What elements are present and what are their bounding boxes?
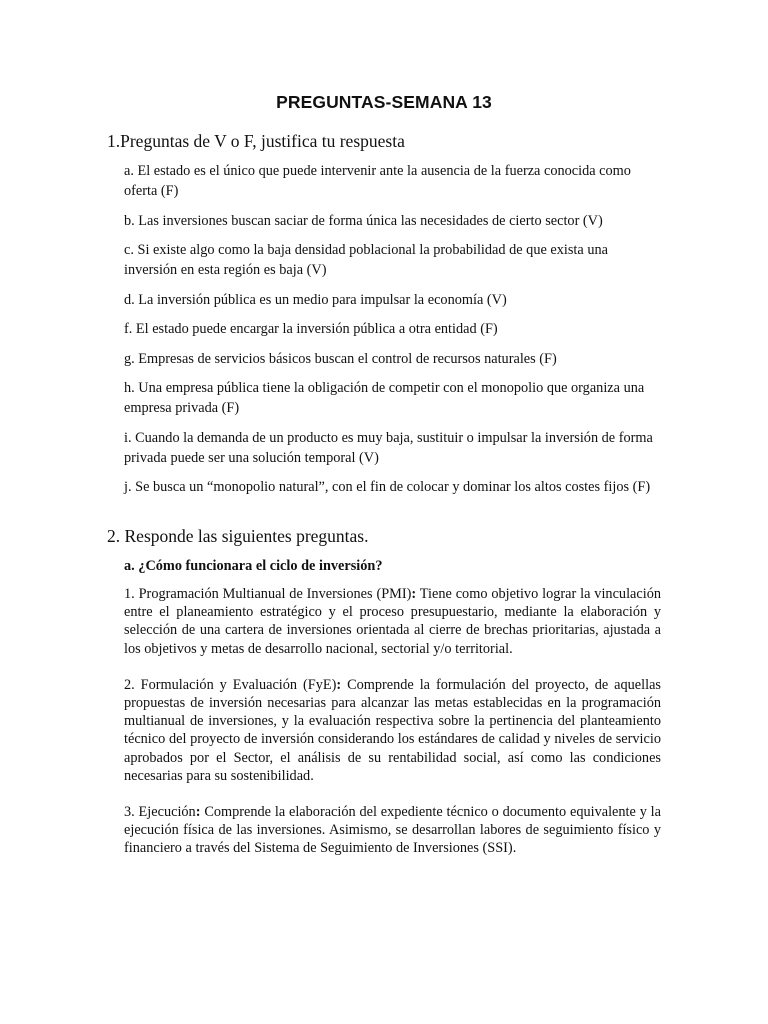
list-item: i. Cuando la demanda de un producto es muy baja, sustituir o impulsar la inversión de forma privada puede ser una solución temporal (V) — [124, 429, 653, 466]
list-item: b. Las inversiones buscan saciar de forma única las necesidades de cierto sector (V) — [124, 212, 603, 229]
list-item: g. Empresas de servicios básicos buscan el control de recursos naturales (F) — [124, 350, 557, 367]
answer-label: 3. Ejecución — [124, 804, 196, 821]
list-item: j. Se busca un “monopolio natural”, con el fin de colocar y dominar los altos costes fijos (F) — [124, 479, 651, 495]
answer-paragraph-ejecucion — [124, 803, 661, 858]
answer-paragraph-pmi — [124, 585, 661, 658]
section-2-heading: 2. Responde las siguientes preguntas. — [107, 526, 369, 546]
answer-colon: : — [336, 676, 342, 693]
answer-text: Comprende la elaboración del expediente técnico o documento equivalente y la ejecución física de las inversiones. Asimismo, se desarrollan labores de seguimiento físico y financiero a través del Sistema de Seguimiento de Inversiones (SSI). — [124, 804, 661, 857]
answer-paragraph-fye — [124, 676, 661, 785]
list-item: c. Si existe algo como la baja densidad poblacional la probabilidad de que exista una inversión en esta región es baja (V) — [124, 242, 608, 278]
list-item: a. El estado es el único que puede intervenir ante la ausencia de la fuerza conocida como oferta (F) — [124, 163, 631, 199]
answer-label: 1. Programación Multianual de Inversiones (PMI) — [124, 586, 412, 602]
answer-label: 2. Formulación y Evaluación (FyE) — [124, 676, 337, 693]
section-1-heading: 1.Preguntas de V o F, justifica tu respuesta — [107, 131, 405, 151]
list-item: d. La inversión pública es un medio para impulsar la economía (V) — [124, 291, 507, 308]
answer-text: Tiene como objetivo lograr la vinculación entre el planeamiento estratégico y el proceso presupuestario, mediante la elaboración y selección de una cartera de inversiones orientada al cierre de brechas prioritarias, ajustada a los objetivos y metas de desarrollo nacional, sectorial y/o territorial. — [124, 586, 662, 657]
question-a-heading: a. ¿Cómo funcionara el ciclo de inversión? — [124, 558, 383, 574]
answer-colon: : — [411, 586, 417, 602]
answers-block — [124, 585, 661, 876]
list-item: h. Una empresa pública tiene la obligación de competir con el monopolio que organiza una empresa privada (F) — [124, 380, 645, 416]
page-title: PREGUNTAS-SEMANA 13 — [276, 92, 492, 112]
answer-text: Comprende la formulación del proyecto, de aquellas propuestas de inversión necesarias para alcanzar las metas establecidas en la programación multianual de inversiones, y la evaluación respectiva sobre la pertinencia del planteamiento técnico del proyecto de inversión considerando los estándares de calidad y niveles de servicio aprobados por el Sector, el análisis de su rentabilidad social, así como las condiciones necesarias para su sostenibilidad. — [124, 676, 661, 784]
answer-colon: : — [195, 804, 201, 821]
true-false-list — [124, 161, 664, 507]
list-item: f. El estado puede encargar la inversión pública a otra entidad (F) — [124, 321, 498, 337]
